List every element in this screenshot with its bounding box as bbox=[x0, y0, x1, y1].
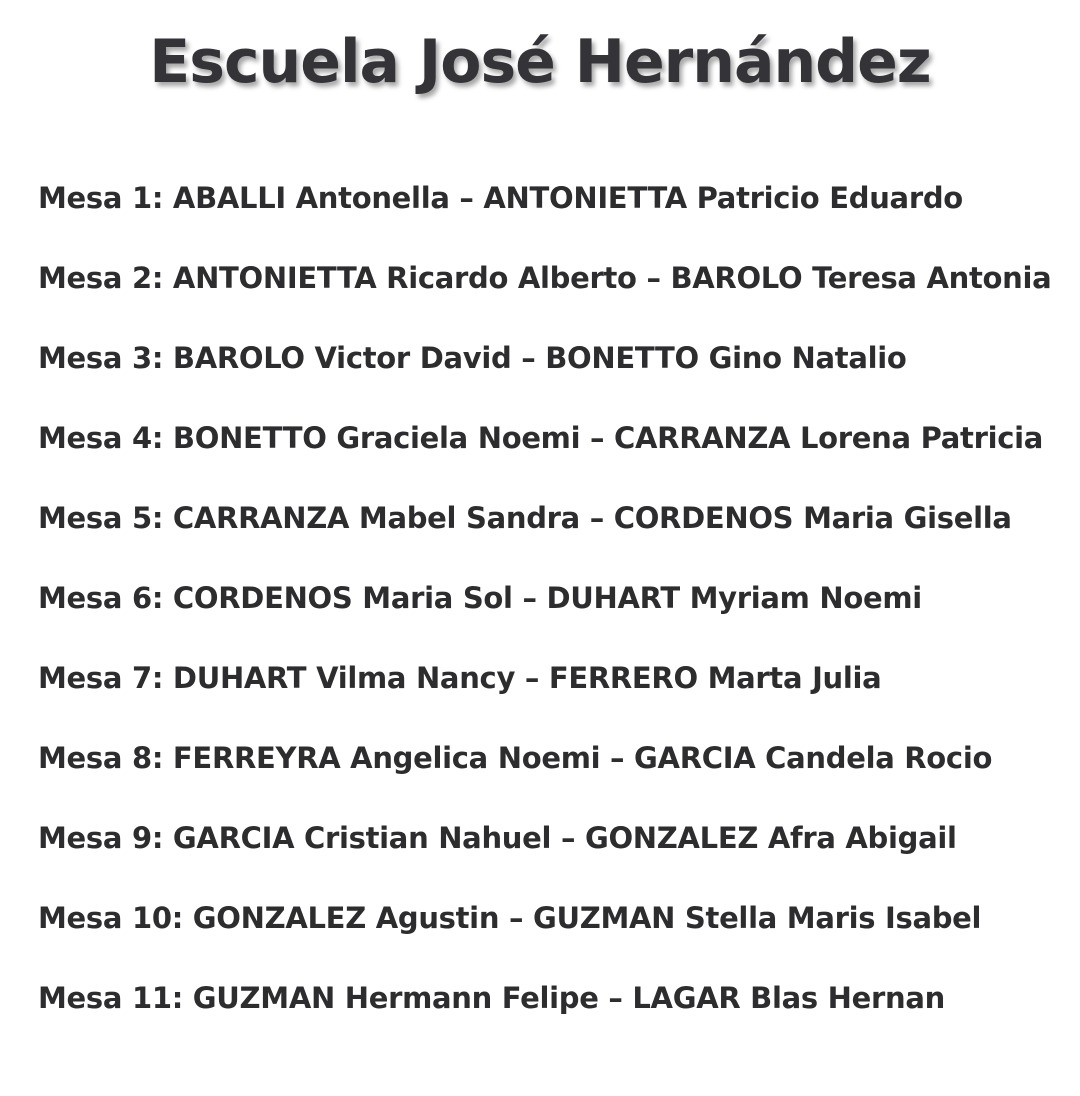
mesa-row: Mesa 5: CARRANZA Mabel Sandra – CORDENOS Maria Gisella bbox=[38, 501, 1012, 535]
mesa-row: Mesa 11: GUZMAN Hermann Felipe – LAGAR Blas Hernan bbox=[38, 981, 945, 1015]
mesa-row: Mesa 9: GARCIA Cristian Nahuel – GONZALEZ Afra Abigail bbox=[38, 821, 957, 855]
mesa-row: Mesa 10: GONZALEZ Agustin – GUZMAN Stella Maris Isabel bbox=[38, 901, 982, 935]
mesa-row: Mesa 4: BONETTO Graciela Noemi – CARRANZA Lorena Patricia bbox=[38, 421, 1044, 455]
mesa-row: Mesa 1: ABALLI Antonella – ANTONIETTA Patricio Eduardo bbox=[38, 181, 963, 215]
mesa-list bbox=[38, 176, 1068, 1056]
page-title: Escuela José Hernández bbox=[149, 27, 931, 97]
mesa-row: Mesa 6: CORDENOS Maria Sol – DUHART Myriam Noemi bbox=[38, 581, 922, 615]
mesa-row: Mesa 3: BAROLO Victor David – BONETTO Gino Natalio bbox=[38, 341, 907, 375]
mesa-row: Mesa 2: ANTONIETTA Ricardo Alberto – BAROLO Teresa Antonia bbox=[38, 261, 1052, 295]
mesa-row: Mesa 8: FERREYRA Angelica Noemi – GARCIA Candela Rocio bbox=[38, 741, 993, 775]
mesa-row: Mesa 7: DUHART Vilma Nancy – FERRERO Marta Julia bbox=[38, 661, 882, 695]
